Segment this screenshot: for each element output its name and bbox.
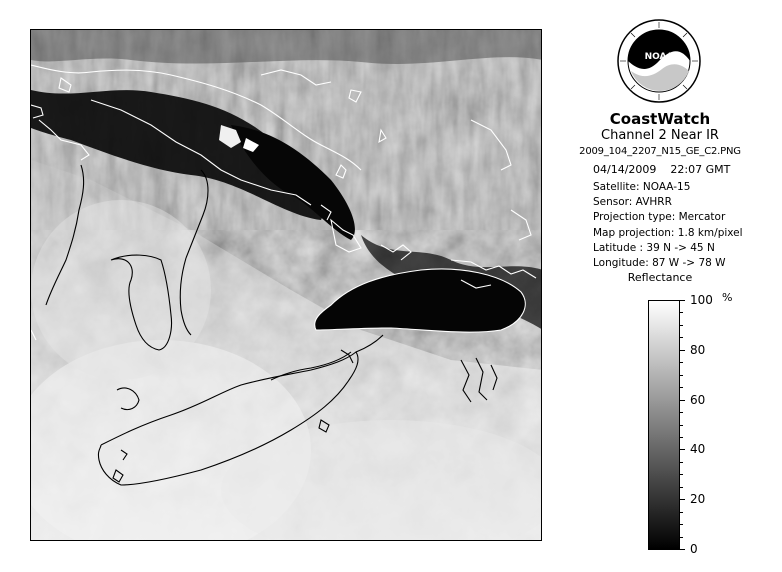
acquisition-date: 04/14/2009 xyxy=(593,163,657,176)
scale-unit: % xyxy=(722,291,733,304)
metadata-satellite: Satellite: NOAA-15 xyxy=(593,181,691,193)
scale-major-tick xyxy=(680,549,685,550)
scale-title: Reflectance xyxy=(627,271,693,284)
scale-minor-tick xyxy=(680,387,683,388)
scale-ticks xyxy=(680,293,740,556)
acquisition-datetime xyxy=(593,163,730,176)
scale-minor-tick xyxy=(680,337,683,338)
scale-minor-tick xyxy=(680,325,683,326)
scale-major-tick xyxy=(680,300,685,301)
channel-label: Channel 2 Near IR xyxy=(601,128,719,143)
logo-center-text: NOAA xyxy=(644,52,674,62)
scale-tick-label: 0 xyxy=(690,542,698,556)
scale-minor-tick xyxy=(680,375,683,376)
scale-minor-tick xyxy=(680,524,683,525)
scale-tick-label: 40 xyxy=(690,442,706,457)
acquisition-time: 22:07 GMT xyxy=(670,163,731,176)
scale-tick-label: 100 xyxy=(690,293,713,307)
scale-minor-tick xyxy=(680,437,683,438)
scale-tick-label: 60 xyxy=(690,392,706,407)
scale-minor-tick xyxy=(680,312,683,313)
scale-minor-tick xyxy=(680,474,683,475)
scale-minor-tick xyxy=(680,462,683,463)
metadata-list xyxy=(593,180,743,271)
brand-title: CoastWatch xyxy=(609,110,711,128)
scale-minor-tick xyxy=(680,487,683,488)
metadata-longitude: Longitude: 87 W -> 78 W xyxy=(593,256,726,269)
scale-minor-tick xyxy=(680,362,683,363)
reflectance-scale-bar xyxy=(648,300,680,550)
metadata-projection-type: Projection type: Mercator xyxy=(593,211,726,224)
file-name: 2009_104_2207_N15_GE_C2.PNG xyxy=(579,146,741,157)
map-canvas xyxy=(31,30,542,541)
scale-tick-label: 20 xyxy=(690,492,706,507)
metadata-sensor: Sensor: AVHRR xyxy=(593,196,672,209)
noaa-logo-icon xyxy=(617,19,701,103)
scale-minor-tick xyxy=(680,412,683,413)
metadata-latitude: Latitude : 39 N -> 45 N xyxy=(593,241,715,254)
satellite-map[interactable] xyxy=(30,29,542,541)
scale-minor-tick xyxy=(680,512,683,513)
scale-major-tick xyxy=(680,350,685,351)
scale-major-tick xyxy=(680,449,685,450)
scale-minor-tick xyxy=(680,425,683,426)
scale-major-tick xyxy=(680,400,685,401)
scale-minor-tick xyxy=(680,537,683,538)
scale-tick-label: 80 xyxy=(690,342,706,357)
metadata-map-projection: Map projection: 1.8 km/pixel xyxy=(593,226,743,239)
scale-major-tick xyxy=(680,499,685,500)
